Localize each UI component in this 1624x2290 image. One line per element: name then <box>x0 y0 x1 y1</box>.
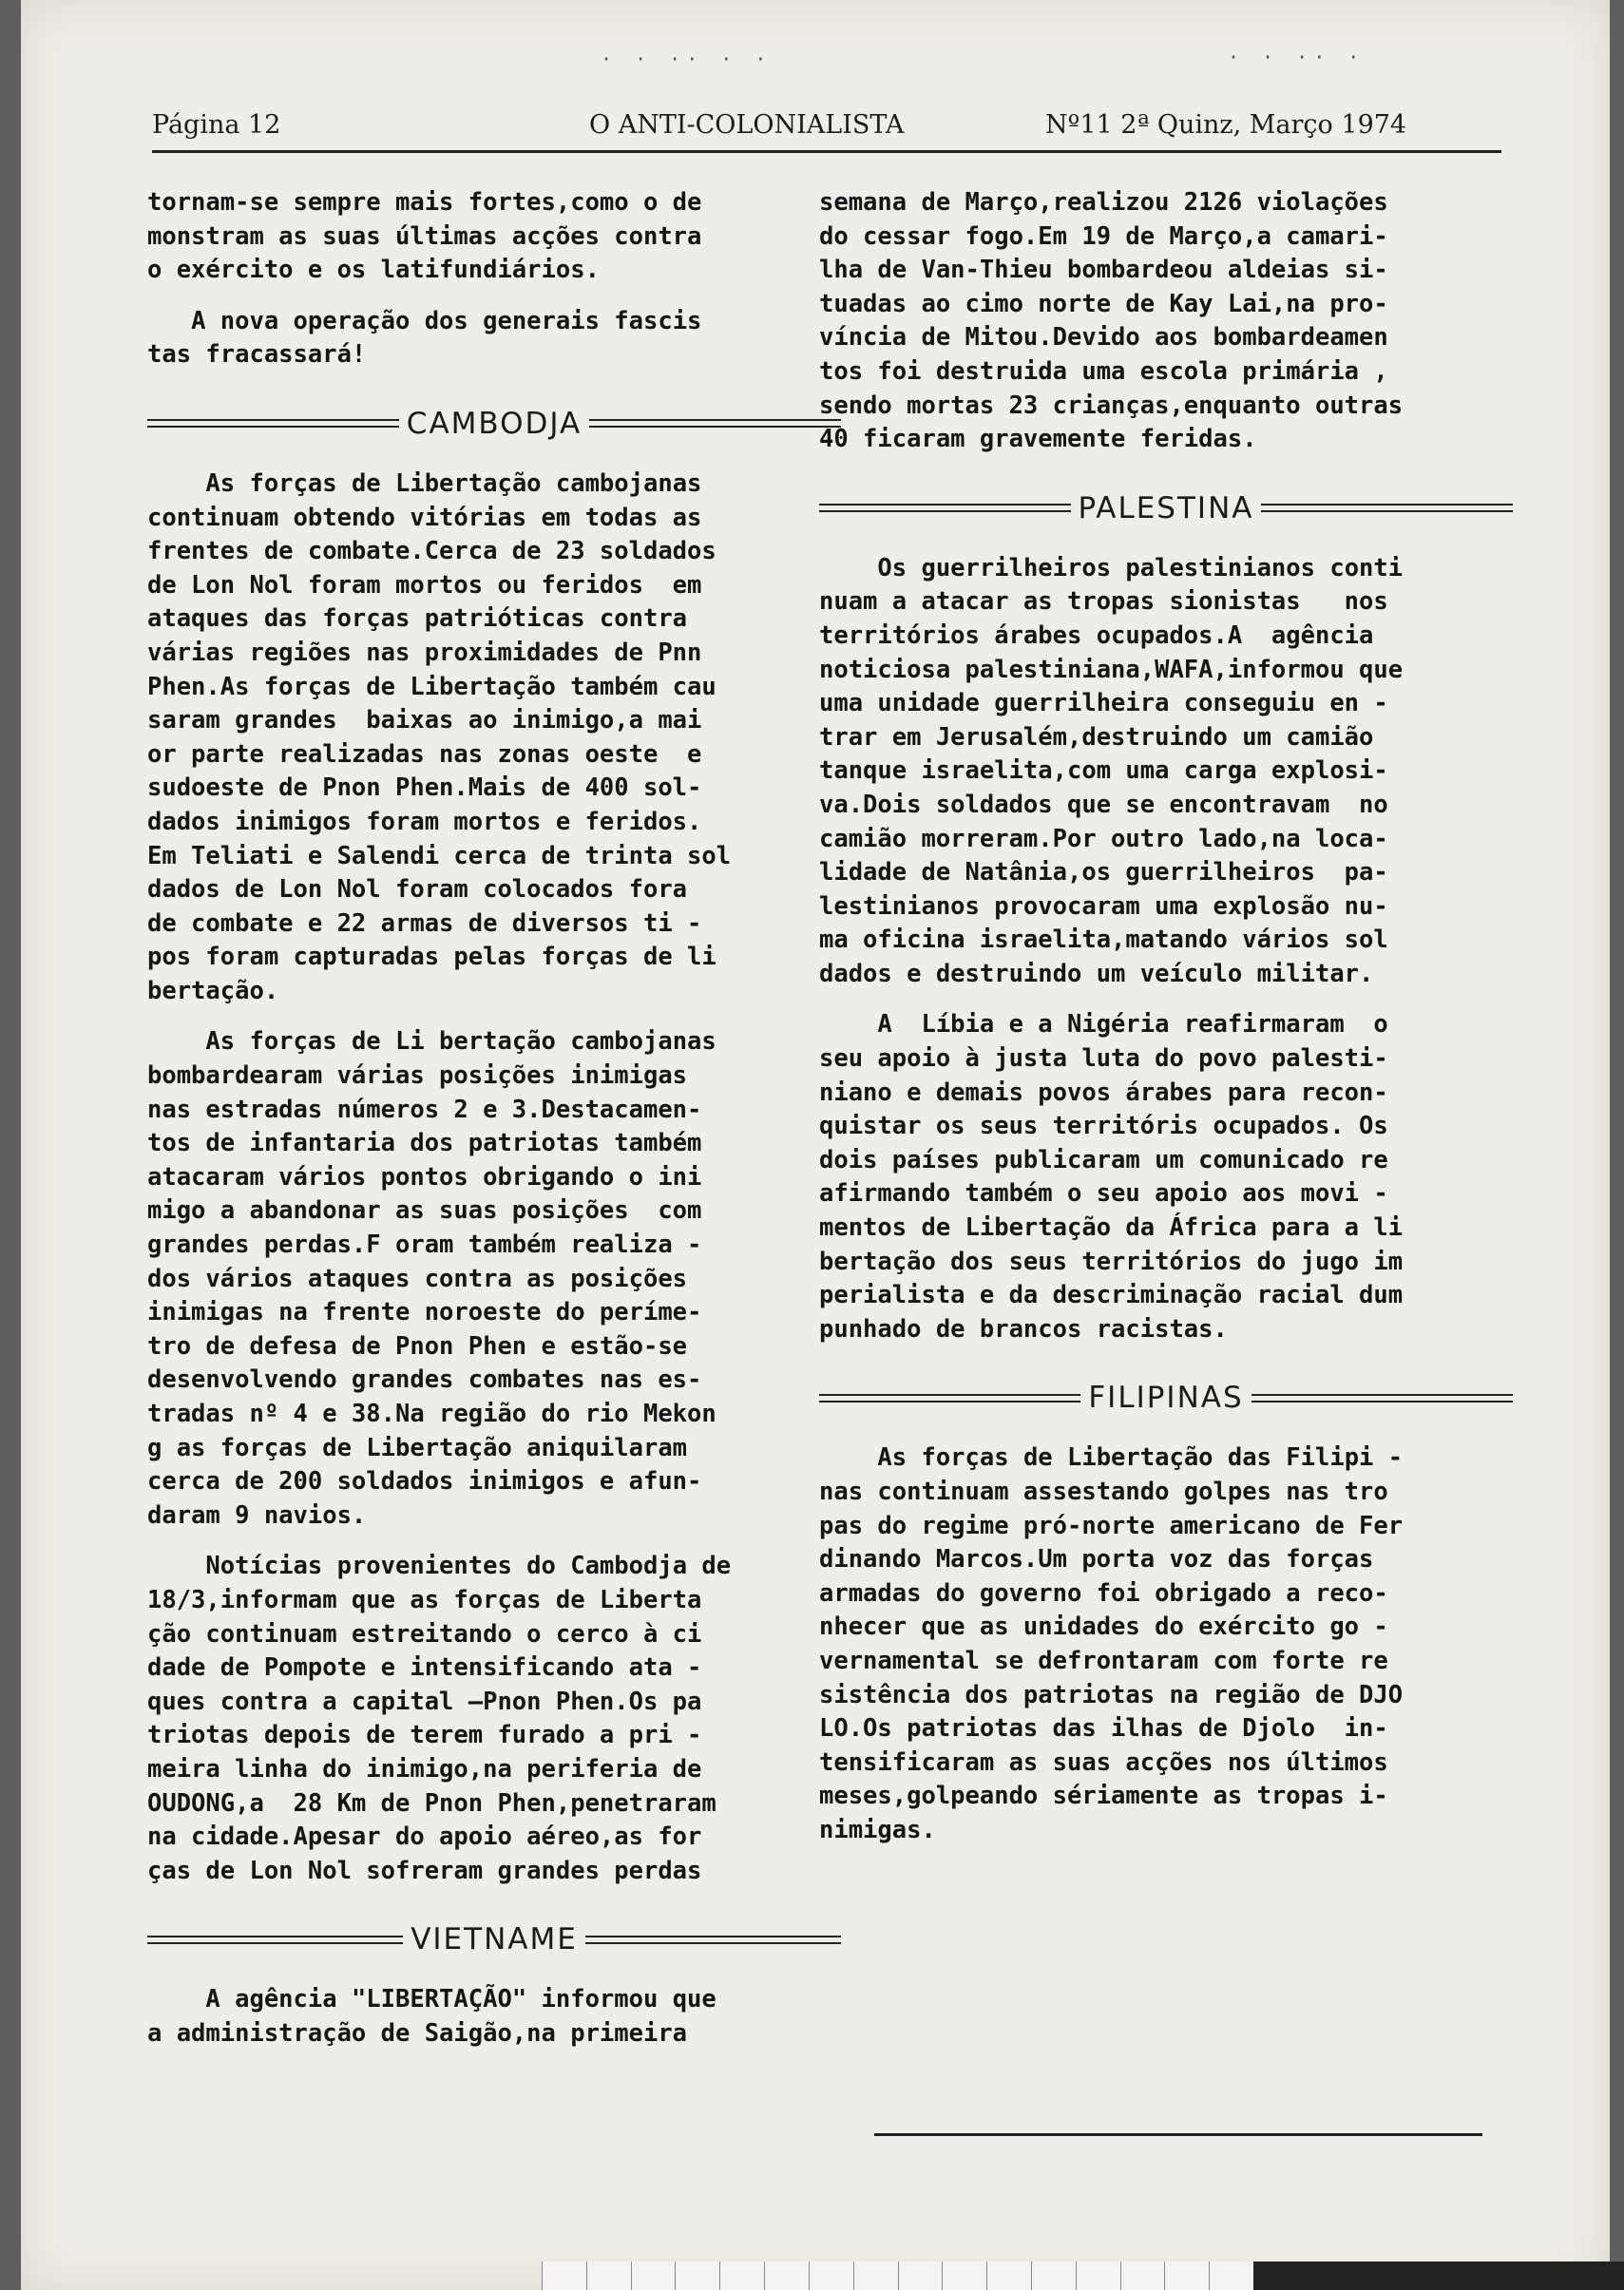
article-paragraph: As forças de Libertação cambojanas continuam obtendo vitórias em todas as frentes de combate.Cerca de 23 soldados de Lon Nol foram mortos ou feridos em ataques das forças patrióticas contra várias regiões nas proximidades de Pnn Phen.As forças de Libertação também cau saram grandes baixas ao inimigo,a mai or parte realizadas nas zonas oeste e sudoeste de Pnon Phen.Mais de 400 sol- dados inimigos foram mortos e feridos. Em Teliati e Salendi cerca de trinta sol dados de Lon Nol foram colocados fora de combate e 22 armas de diversos ti - pos foram capturadas pelas forças de li bertação. <box>147 468 732 1005</box>
page-number: Página 12 <box>152 110 281 140</box>
article-paragraph: A Líbia e a Nigéria reafirmaram o seu apoio à justa luta do povo palesti- niano e demais povos árabes para recon- quistar os seus territóris ocupados. Os dois países publicaram um comunicado re afirmando também o seu apoio aos movi - mentos de Libertação da África para a li bertação dos seus territórios do jugo im perialista e da descriminação racial dum punhado de brancos racistas. <box>819 1010 1404 1344</box>
heading-rule <box>1251 1394 1513 1403</box>
article-paragraph: A agência "LIBERTAÇÃO" informou que a administração de Saigão,na primeira <box>147 1985 716 2048</box>
end-rule <box>874 2133 1482 2136</box>
left-column <box>147 186 841 2069</box>
article-paragraph: Os guerrilheiros palestinianos conti nuam a atacar as tropas sionistas nos territórios árabes ocupados.A agência noticiosa palestiniana,WAFA,informou que uma unidade guerrilheira conseguiu en - trar em Jerusalém,destruindo um camião tanque israelita,com uma carga explosi- va.Dois soldados que se encontravam no camião morreram.Por outro lado,na loca- lidade de Natânia,os guerrilheiros pa- lestinianos provocaram uma explosão nu- ma oficina israelita,matando vários sol dados e destruindo um veículo militar. <box>819 553 1404 988</box>
heading-rule <box>585 1936 841 1944</box>
heading-rule <box>819 504 1071 512</box>
section-heading-palestina <box>819 489 1513 527</box>
article-paragraph: As forças de Libertação das Filipi - nas continuam assestando golpes nas tro pas do regime pró-norte americano de Fer dinando Marcos.Um porta voz das forças armadas do governo foi obrigado a reco- nhecer que as unidades do exército go - vernamental se defrontaram com forte re sistência dos patriotas na região de DJO LO.Os patriotas das ilhas de Djolo in- tensificaram as suas acções nos últimos meses,golpeando sériamente as tropas i- nimigas. <box>819 1443 1404 1844</box>
section-heading-filipinas <box>819 1379 1513 1417</box>
heading-rule <box>147 419 399 428</box>
ruler-dark-block <box>1253 2261 1624 2290</box>
heading-rule <box>1261 504 1513 512</box>
intro-paragraph: A nova operação dos generais fascis tas fracassará! <box>147 306 702 370</box>
article-paragraph: As forças de Li bertação cambojanas bombardearam várias posições inimigas nas estradas números 2 e 3.Destacamen- tos de infantaria dos patriotas também atacaram vários pontos obrigando o ini migo a abandonar as suas posições com grandes perdas.F oram também realiza - dos vários ataques contra as posições inimigas na frente noroeste do períme- tro de defesa de Pnon Phen e estão-se desenvolvendo grandes combates nas es- tradas nº 4 e 38.Na região do rio Mekon g as forças de Libertação aniquilaram cerca de 200 soldados inimigos e afun- daram 9 navios. <box>147 1027 716 1530</box>
page-header <box>152 105 1501 153</box>
heading-rule <box>819 1394 1080 1403</box>
section-heading-vietname <box>147 1920 841 1958</box>
section-title: CAMBODJA <box>406 406 583 441</box>
section-title: PALESTINA <box>1078 490 1254 525</box>
scan-artifact: · · ·· · <box>1228 46 1366 68</box>
heading-rule <box>147 1936 403 1944</box>
publication-title: O ANTI-COLONIALISTA <box>589 110 905 140</box>
section-title: FILIPINAS <box>1088 1381 1244 1416</box>
scan-artifact: · · ·· · · <box>601 48 773 70</box>
intro-paragraph: semana de Março,realizou 2126 violações do cessar fogo.Em 19 de Março,a camari- lha de Van-Thieu bombardeou aldeias si- tuadas ao cimo norte de Kay Lai,na pro- víncia de Mitou.Devido aos bombardeamen tos foi destruida uma escola primária , sendo mortas 23 crianças,enquanto outras 40 ficaram gravemente feridas. <box>819 188 1404 454</box>
intro-paragraph: tornam-se sempre mais fortes,como o de monstram as suas últimas acções contra o exército e os latifundiários. <box>147 188 702 285</box>
article-paragraph: Notícias provenientes do Cambodja de 18/3,informam que as forças de Liberta ção continuam estreitando o cerco à ci dade de Pompote e intensificando ata - ques contra a capital —Pnon Phen.Os pa triotas depois de terem furado a pri - meira linha do inimigo,na periferia de OUDONG,a 28 Km de Pnon Phen,penetraram na cidade.Apesar do apoio aéreo,as for ças de Lon Nol sofreram grandes perdas <box>147 1552 732 1885</box>
right-column <box>819 186 1513 1865</box>
heading-rule <box>589 419 841 428</box>
section-title: VIETNAME <box>411 1922 578 1957</box>
issue-info: Nº11 2ª Quinz, Março 1974 <box>1045 110 1407 140</box>
section-heading-cambodja <box>147 405 841 443</box>
scale-ruler <box>542 2261 1624 2290</box>
